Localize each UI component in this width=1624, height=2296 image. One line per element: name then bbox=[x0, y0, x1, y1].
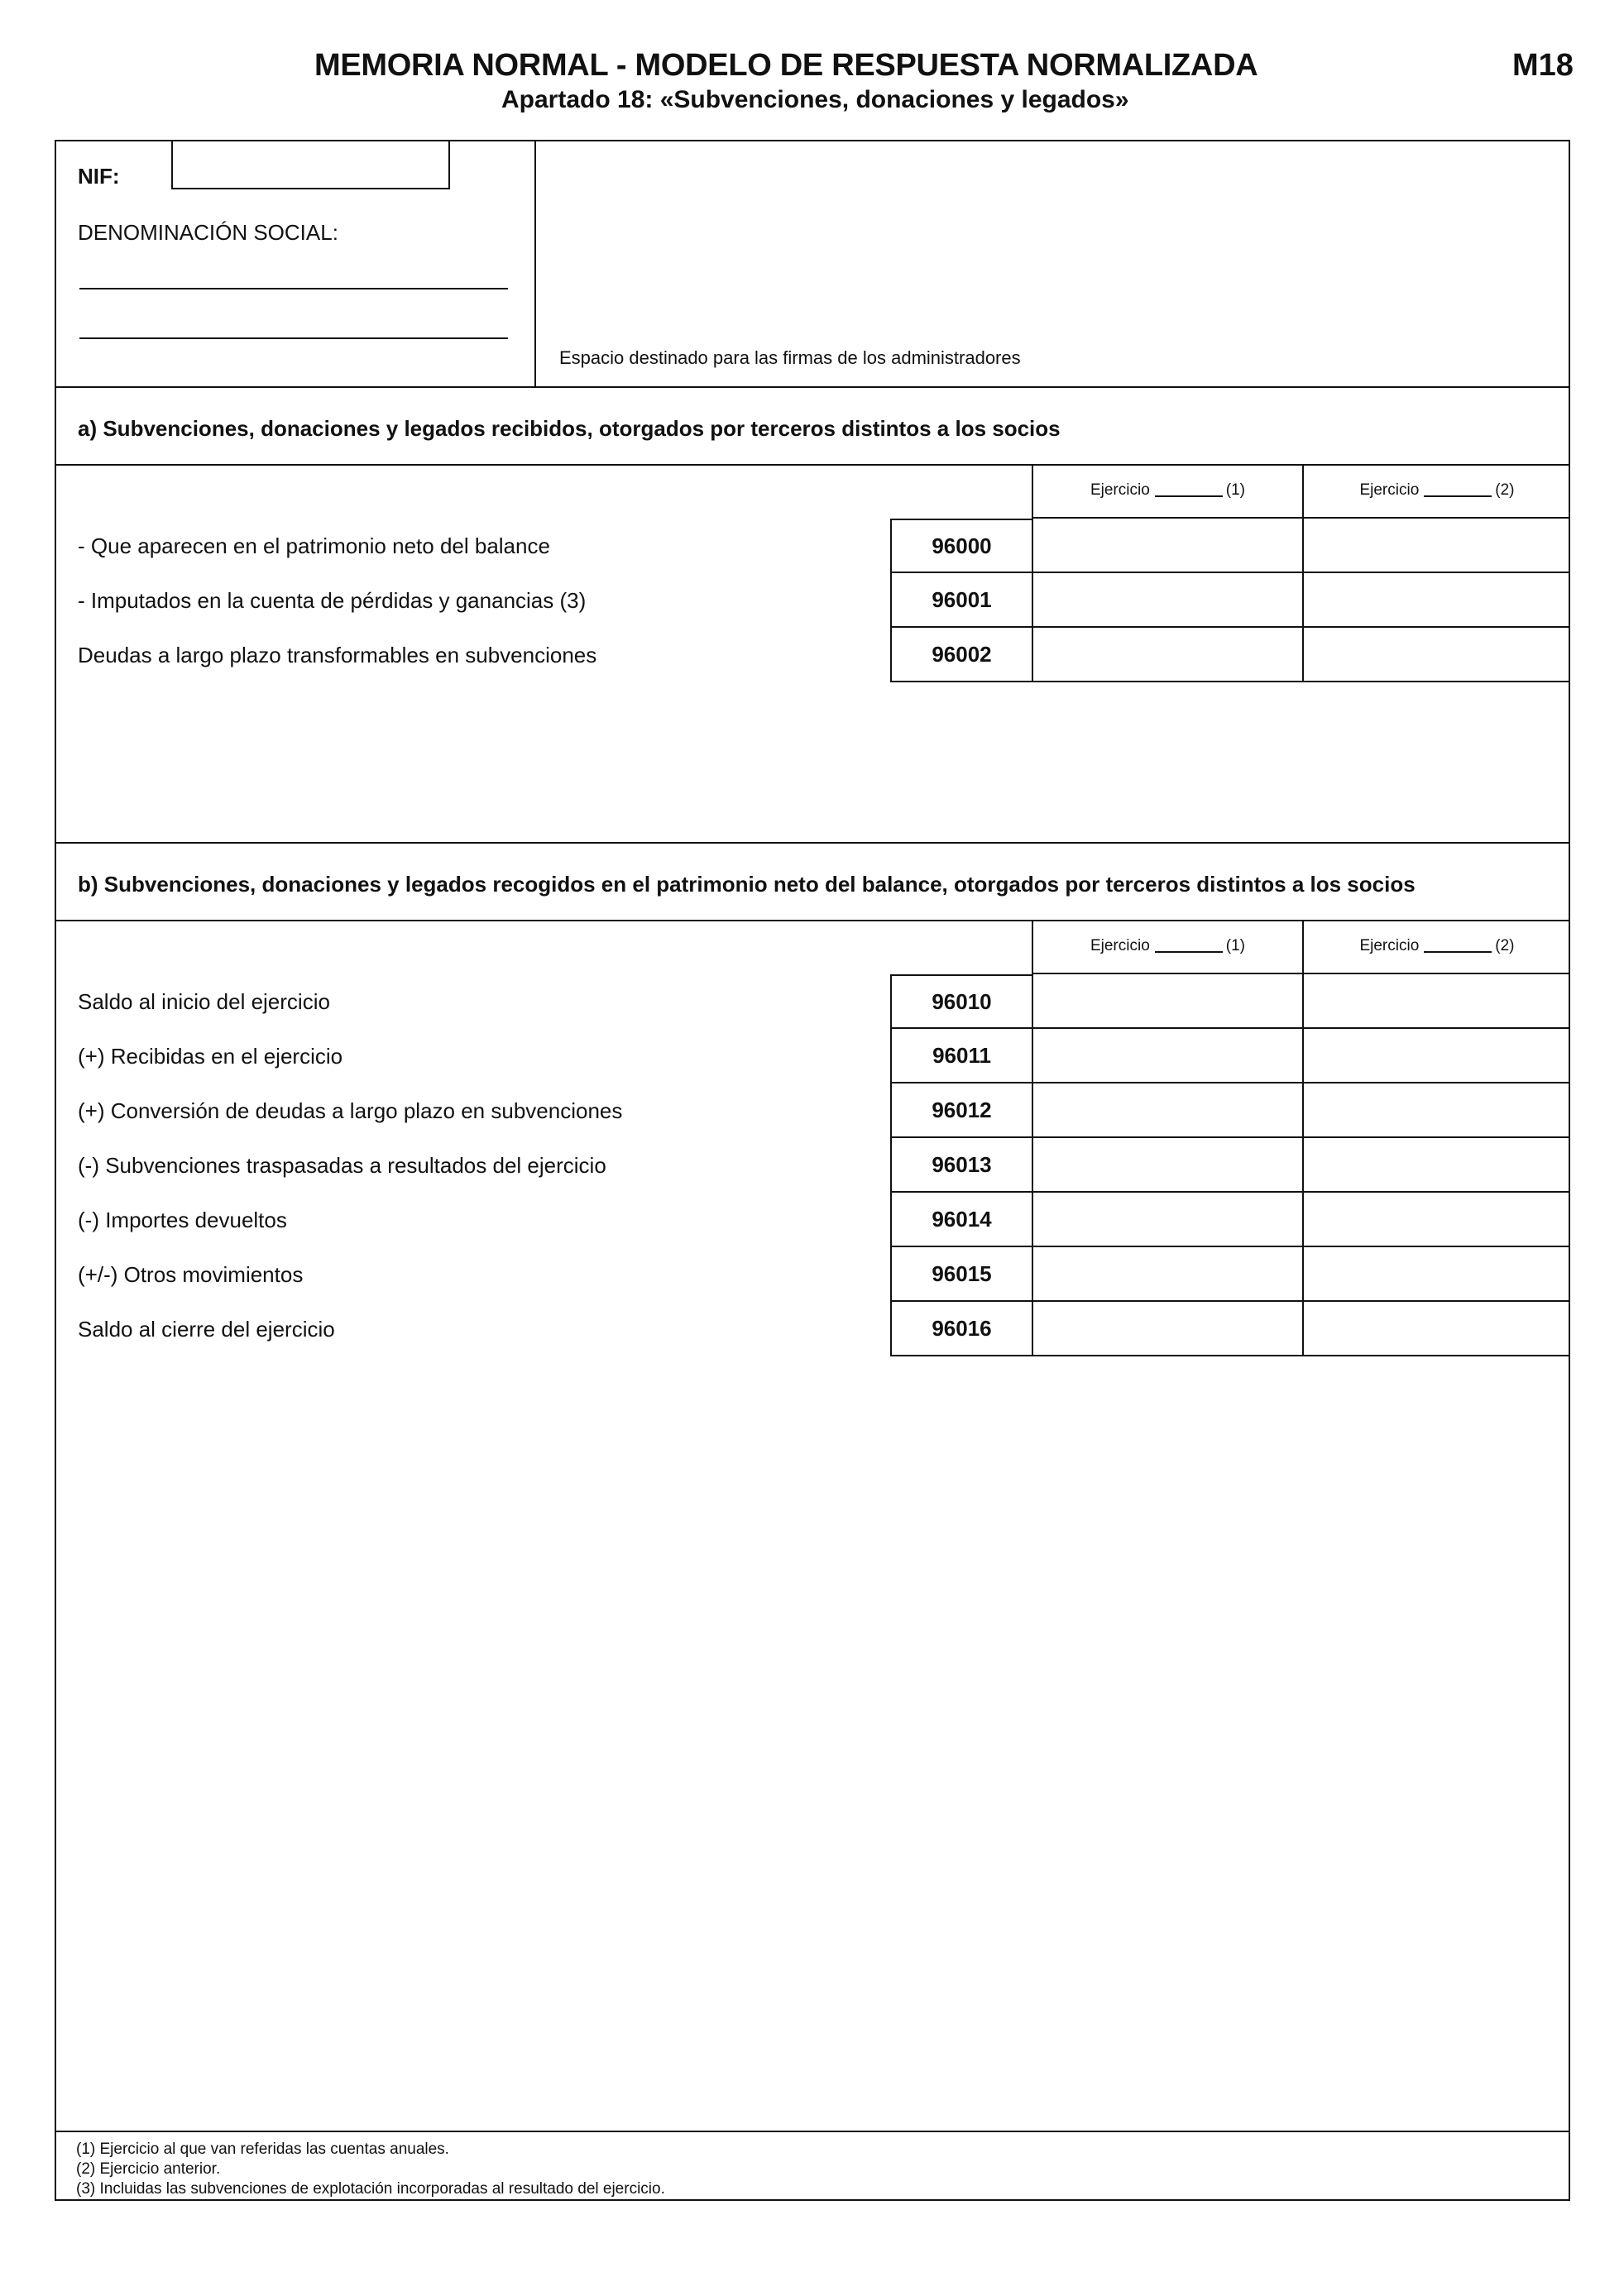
row-code: 96016 bbox=[890, 1302, 1032, 1356]
denominacion-line-2[interactable] bbox=[79, 337, 508, 339]
value-cell-ejercicio-2[interactable] bbox=[1302, 1302, 1570, 1356]
row-code: 96002 bbox=[890, 628, 1032, 682]
row-code: 96013 bbox=[890, 1138, 1032, 1193]
section-b-title: b) Subvenciones, donaciones y legados recogidos en el patrimonio neto del balance, otorgados por terceros distintos a los socios bbox=[78, 872, 1416, 897]
footnote-3: (3) Incluidas las subvenciones de explotación incorporadas al resultado del ejercicio. bbox=[76, 2180, 665, 2198]
row-code: 96000 bbox=[890, 519, 1032, 573]
signature-area[interactable] bbox=[536, 141, 1569, 386]
value-cell-ejercicio-1[interactable] bbox=[1032, 628, 1302, 682]
year-blank[interactable] bbox=[1155, 484, 1223, 497]
section-b-top-rule bbox=[55, 842, 1570, 844]
value-cell-ejercicio-1[interactable] bbox=[1032, 1247, 1302, 1302]
value-cell-ejercicio-1[interactable] bbox=[1032, 573, 1302, 628]
section-b-col1-header: Ejercicio (1) bbox=[1032, 920, 1302, 974]
section-b-col2-header: Ejercicio (2) bbox=[1302, 920, 1570, 974]
value-cell-ejercicio-2[interactable] bbox=[1302, 1193, 1570, 1247]
value-cell-ejercicio-2[interactable] bbox=[1302, 974, 1570, 1029]
row-code: 96014 bbox=[890, 1193, 1032, 1247]
value-cell-ejercicio-2[interactable] bbox=[1302, 1247, 1570, 1302]
footnotes bbox=[76, 2140, 665, 2199]
row-code: 96011 bbox=[890, 1029, 1032, 1083]
nif-input-box[interactable] bbox=[171, 140, 450, 189]
row-label: Saldo al inicio del ejercicio bbox=[78, 988, 330, 1014]
model-code: M18 bbox=[1512, 48, 1574, 83]
row-code: 96010 bbox=[890, 974, 1032, 1029]
row-label: (-) Importes devueltos bbox=[78, 1207, 287, 1232]
value-cell-ejercicio-1[interactable] bbox=[1032, 1029, 1302, 1083]
value-cell-ejercicio-2[interactable] bbox=[1302, 1029, 1570, 1083]
page-title: MEMORIA NORMAL - MODELO DE RESPUESTA NORMALIZADA bbox=[314, 48, 1258, 83]
row-label: (+/-) Otros movimientos bbox=[78, 1261, 304, 1287]
row-label: - Que aparecen en el patrimonio neto del balance bbox=[78, 533, 550, 558]
value-cell-ejercicio-1[interactable] bbox=[1032, 1193, 1302, 1247]
row-label: (+) Recibidas en el ejercicio bbox=[78, 1043, 343, 1069]
year-blank[interactable] bbox=[1155, 940, 1223, 953]
value-cell-ejercicio-1[interactable] bbox=[1032, 519, 1302, 573]
section-a-col1-header: Ejercicio (1) bbox=[1032, 464, 1302, 519]
row-code: 96012 bbox=[890, 1083, 1032, 1138]
section-a-col2-header: Ejercicio (2) bbox=[1302, 464, 1570, 519]
year-blank[interactable] bbox=[1424, 484, 1492, 497]
row-label: (-) Subvenciones traspasadas a resultados del ejercicio bbox=[78, 1152, 606, 1178]
value-cell-ejercicio-2[interactable] bbox=[1302, 519, 1570, 573]
footnotes-rule bbox=[55, 2131, 1570, 2132]
value-cell-ejercicio-1[interactable] bbox=[1032, 1138, 1302, 1193]
section-a-top-rule bbox=[55, 386, 1570, 388]
footnote-1: (1) Ejercicio al que van referidas las cuentas anuales. bbox=[76, 2141, 449, 2158]
value-cell-ejercicio-1[interactable] bbox=[1032, 1302, 1302, 1356]
value-cell-ejercicio-1[interactable] bbox=[1032, 974, 1302, 1029]
row-code: 96015 bbox=[890, 1247, 1032, 1302]
value-cell-ejercicio-2[interactable] bbox=[1302, 573, 1570, 628]
denominacion-line-1[interactable] bbox=[79, 288, 508, 289]
footnote-2: (2) Ejercicio anterior. bbox=[76, 2160, 221, 2178]
denominacion-label: DENOMINACIÓN SOCIAL: bbox=[78, 220, 338, 245]
row-label: - Imputados en la cuenta de pérdidas y ganancias (3) bbox=[78, 587, 587, 613]
row-label: (+) Conversión de deudas a largo plazo en subvenciones bbox=[78, 1098, 623, 1123]
value-cell-ejercicio-1[interactable] bbox=[1032, 1083, 1302, 1138]
year-blank[interactable] bbox=[1424, 940, 1492, 953]
row-code: 96001 bbox=[890, 573, 1032, 628]
signature-note: Espacio destinado para las firmas de los administradores bbox=[559, 347, 1021, 368]
value-cell-ejercicio-2[interactable] bbox=[1302, 1138, 1570, 1193]
value-cell-ejercicio-2[interactable] bbox=[1302, 1083, 1570, 1138]
row-label: Saldo al cierre del ejercicio bbox=[78, 1316, 335, 1342]
page-subtitle: Apartado 18: «Subvenciones, donaciones y legados» bbox=[501, 86, 1129, 113]
row-label: Deudas a largo plazo transformables en subvenciones bbox=[78, 642, 597, 667]
value-cell-ejercicio-2[interactable] bbox=[1302, 628, 1570, 682]
nif-label: NIF: bbox=[78, 164, 120, 189]
section-a-title: a) Subvenciones, donaciones y legados recibidos, otorgados por terceros distintos a los socios bbox=[78, 416, 1061, 441]
